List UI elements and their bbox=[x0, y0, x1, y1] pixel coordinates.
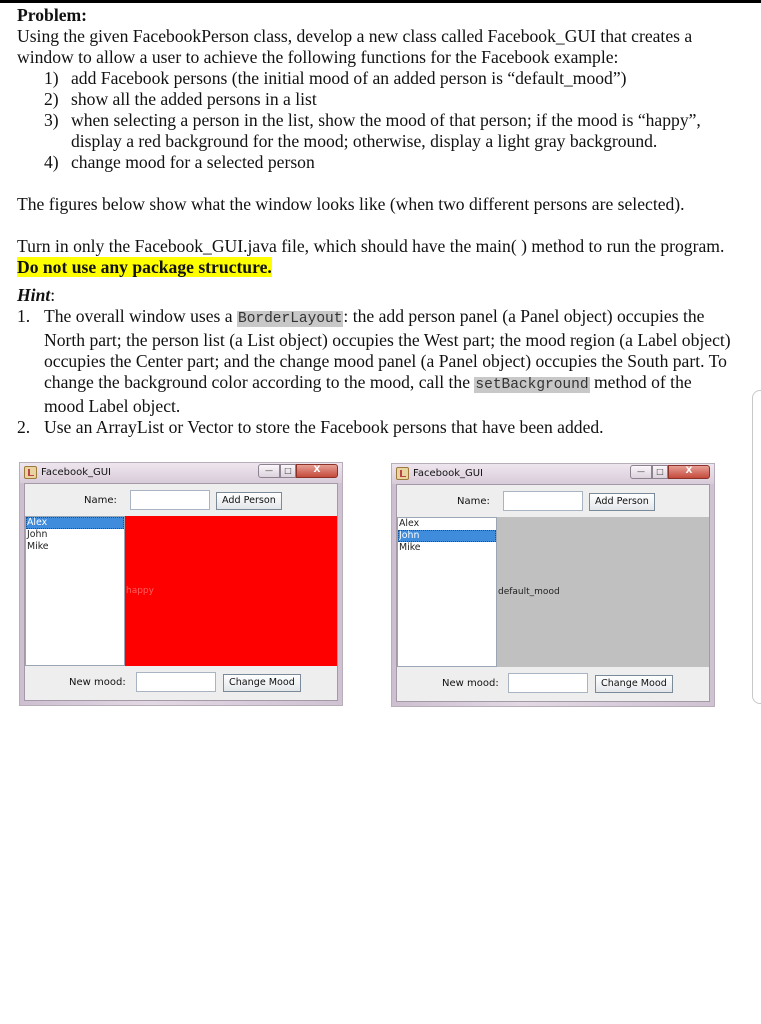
problem-intro: Using the given FacebookPerson class, develop a new class called Facebook_GUI that creates a window to allow a user to achieve the following functions for the Facebook example: bbox=[17, 26, 693, 67]
list-item-mike[interactable]: Mike bbox=[399, 542, 421, 553]
list-item-alex[interactable]: Alex bbox=[399, 518, 420, 529]
change-mood-panel bbox=[397, 667, 709, 699]
name-input[interactable] bbox=[130, 490, 210, 510]
hint-text: The overall window uses a bbox=[44, 306, 233, 326]
hint-text: Use an ArrayList or Vector to store the Facebook persons that have been added. bbox=[44, 417, 604, 437]
new-mood-label: New mood: bbox=[442, 678, 499, 689]
borderlayout-code: BorderLayout bbox=[238, 311, 343, 327]
requirement-number: 2) bbox=[44, 89, 59, 109]
person-list[interactable] bbox=[25, 516, 125, 666]
problem-title: Problem: bbox=[17, 5, 88, 25]
hint-text: method of the mood Label object. bbox=[44, 372, 692, 416]
name-label: Name: bbox=[457, 496, 490, 507]
turn-in-instructions bbox=[17, 236, 735, 278]
turn-in-text: Turn in only the Facebook_GUI.java file, which should have the main( ) method to run the program. bbox=[17, 236, 725, 256]
facebook-gui-window-2 bbox=[391, 463, 715, 707]
add-person-panel bbox=[397, 485, 709, 517]
hint-heading bbox=[17, 285, 735, 306]
page-scroll-edge bbox=[752, 390, 761, 704]
new-mood-input[interactable] bbox=[508, 673, 588, 693]
add-person-panel bbox=[25, 484, 337, 516]
change-mood-button[interactable]: Change Mood bbox=[223, 674, 301, 692]
requirement-text: change mood for a selected person bbox=[71, 152, 315, 172]
figures-note: The figures below show what the window looks like (when two different persons are selected). bbox=[17, 194, 685, 214]
window-titlebar[interactable] bbox=[392, 464, 714, 484]
window-title: Facebook_GUI bbox=[41, 467, 112, 478]
hint-number: 2. bbox=[17, 417, 31, 437]
close-icon[interactable]: X bbox=[296, 464, 338, 478]
facebook-gui-window-1 bbox=[19, 462, 343, 706]
hint-colon: : bbox=[50, 285, 56, 305]
hints-list bbox=[17, 306, 735, 438]
new-mood-input[interactable] bbox=[136, 672, 216, 692]
minimize-icon[interactable]: — bbox=[630, 465, 652, 479]
close-icon[interactable]: X bbox=[668, 465, 710, 479]
hint-item bbox=[17, 306, 735, 417]
no-package-warning: Do not use any package structure. bbox=[17, 257, 272, 277]
requirements-list bbox=[17, 68, 735, 173]
hint-text: : the add person panel (a Panel object) occupies the North part; the person list (a List object) occupies the West part; the mood region (a Label object) occupies the Center part; and the change mood panel (a Panel object) occupies the South part. To change the background color according to the mood, call the bbox=[44, 306, 731, 392]
change-mood-panel bbox=[25, 666, 337, 698]
mood-label: default_mood bbox=[497, 517, 709, 667]
name-label: Name: bbox=[84, 495, 117, 506]
person-list[interactable] bbox=[397, 517, 497, 667]
maximize-icon[interactable]: □ bbox=[280, 464, 296, 478]
list-item-john[interactable]: John bbox=[27, 529, 48, 540]
minimize-icon[interactable]: — bbox=[258, 464, 280, 478]
hint-title: Hint bbox=[17, 285, 51, 305]
requirement-text: when selecting a person in the list, show the mood of that person; if the mood is “happy”, display a red background for the mood; otherwise, display a light gray background. bbox=[71, 110, 701, 151]
hint-number: 1. bbox=[17, 306, 31, 326]
new-mood-label: New mood: bbox=[69, 677, 126, 688]
assignment-document bbox=[17, 5, 735, 438]
top-rule bbox=[0, 0, 761, 3]
list-item-alex[interactable]: Alex bbox=[26, 517, 124, 529]
requirement-item bbox=[17, 110, 735, 152]
requirement-item bbox=[17, 152, 735, 173]
mood-label: happy bbox=[125, 516, 337, 666]
requirement-text: add Facebook persons (the initial mood of an added person is “default_mood”) bbox=[71, 68, 627, 88]
window-titlebar[interactable] bbox=[20, 463, 342, 483]
content-pane bbox=[24, 483, 338, 701]
name-input[interactable] bbox=[503, 491, 583, 511]
requirement-text: show all the added persons in a list bbox=[71, 89, 317, 109]
hint-item bbox=[17, 417, 735, 438]
requirement-number: 1) bbox=[44, 68, 59, 88]
add-person-button[interactable]: Add Person bbox=[589, 493, 655, 511]
requirement-number: 4) bbox=[44, 152, 59, 172]
change-mood-button[interactable]: Change Mood bbox=[595, 675, 673, 693]
setbackground-code: setBackground bbox=[475, 377, 589, 393]
list-item-john[interactable]: John bbox=[398, 530, 496, 542]
java-app-icon bbox=[396, 467, 409, 480]
add-person-button[interactable]: Add Person bbox=[216, 492, 282, 510]
requirement-number: 3) bbox=[44, 110, 59, 130]
content-pane bbox=[396, 484, 710, 702]
requirement-item bbox=[17, 68, 735, 89]
maximize-icon[interactable]: □ bbox=[652, 465, 668, 479]
java-app-icon bbox=[24, 466, 37, 479]
list-item-mike[interactable]: Mike bbox=[27, 541, 49, 552]
window-title: Facebook_GUI bbox=[413, 468, 484, 479]
requirement-item bbox=[17, 89, 735, 110]
